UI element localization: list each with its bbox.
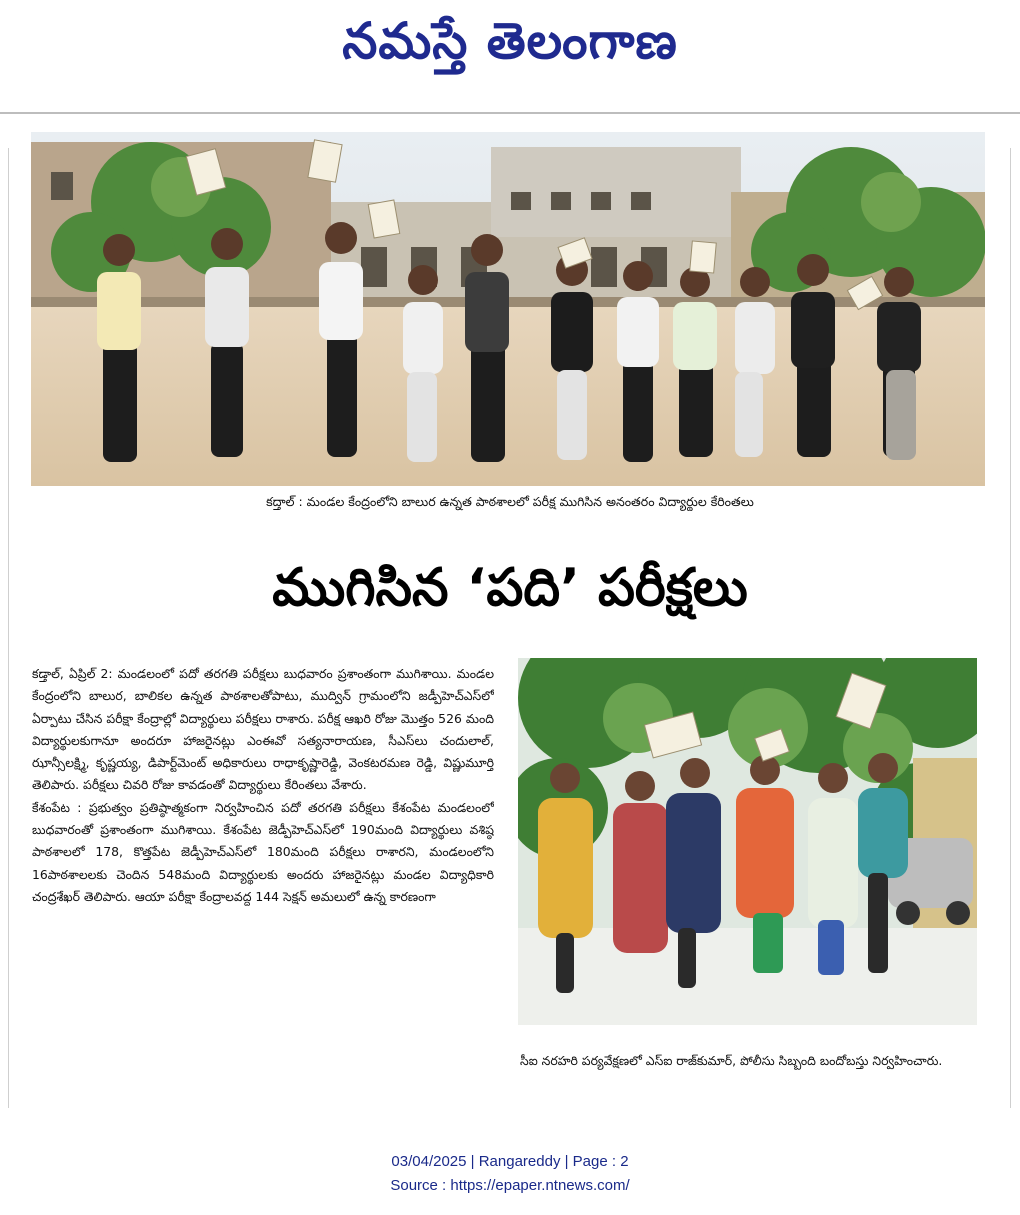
footer: [0, 1150, 1020, 1198]
newspaper-logo: నమస్తే తెలంగాణ: [342, 12, 678, 70]
right-column-text: [520, 1050, 985, 1072]
right-margin-rule: [1010, 148, 1011, 1108]
article-paragraph-2: కేశంపేట : ప్రభుత్వం ప్రతిష్ఠాత్మకంగా నిర్వహించిన పదో తరగతి పరీక్షలు కేశంపేట మండలంలో బుధవారంతో ప్రశాంతంగా ముగిశాయి. కేశంపేట జెడ్పీహెచ్ఎస్‌లో 190మంది విద్యార్థులు వశిష్ఠ పాఠశాలలో 178, కొత్తపేట జెడ్పీహెచ్ఎస్‌లో 180మంది పరీక్షలు రాశారని, మండలంలోని 16పాఠశాలలకు చెందిన 548మంది విద్యార్థులకు అందరు హాజరైనట్లు మండల విద్యాధికారి చంద్రశేఖర్ తెలిపారు. ఆయా పరీక్షా కేంద్రాలవద్ద 144 సెక్షన్ అమలులో ఉన్న కారణంగా: [32, 799, 494, 904]
headline: ముగిసిన ‘పది’ పరీక్షలు: [272, 558, 748, 618]
left-margin-rule: [8, 148, 9, 1108]
right-column-paragraph: సీఐ నరహరి పర్యవేక్షణలో ఎస్ఐ రాజ్‌కుమార్, పోలీసు సిబ్బంది బందోబస్తు నిర్వహించారు.: [520, 1053, 943, 1068]
footer-source[interactable]: Source : https://epaper.ntnews.com/: [390, 1177, 630, 1194]
masthead-divider: [0, 112, 1020, 114]
boys-celebration-photo: [31, 132, 985, 486]
masthead: [0, 0, 1020, 112]
top-photo-caption: కద్తాల్ : మండల కేంద్రంలోని బాలుర ఉన్నత పాఠశాలలో పరీక్ష ముగిసిన అనంతరం విద్యార్థుల కేరింతలు: [266, 494, 754, 509]
footer-date-edition: 03/04/2025 | Rangareddy | Page : 2: [391, 1153, 629, 1170]
article-paragraph-1: కడ్తాల్, ఏప్రిల్ 2: మండలంలో పదో తరగతి పరీక్షలు బుధవారం ప్రశాంతంగా ముగిశాయి. మండల కేంద్రంలోని బాలుర, బాలికల ఉన్నత పాఠశాలతోపాటు, ముద్విన్ గ్రామంలోని జడ్పీహెచ్ఎస్‌లో ఏర్పాటు చేసిన పరీక్షా కేంద్రాల్లో విద్యార్థులు పరీక్షలు రాశారు. పరీక్ష ఆఖరి రోజు మొత్తం 526 మంది విద్యార్థులకుగానూ అందరూ హాజరైనట్లు ఎంఈవో సత్యనారాయణ, సీఎస్‌లు చందులాల్, ఝాన్సీలక్ష్మి, కృష్ణయ్య, డిపార్ట్‌మెంట్ అధికారులు రాధాకృష్ణారెడ్డి, వెంకటరమణ రెడ్డి, విష్ణుమూర్తి తెలిపారు. పరీక్షలు చివరి రోజు కావడంతో విద్యార్థులు కేరింతలు వేశారు.: [32, 666, 494, 793]
article-body: [32, 663, 494, 1113]
girls-celebration-photo: [518, 658, 977, 1025]
